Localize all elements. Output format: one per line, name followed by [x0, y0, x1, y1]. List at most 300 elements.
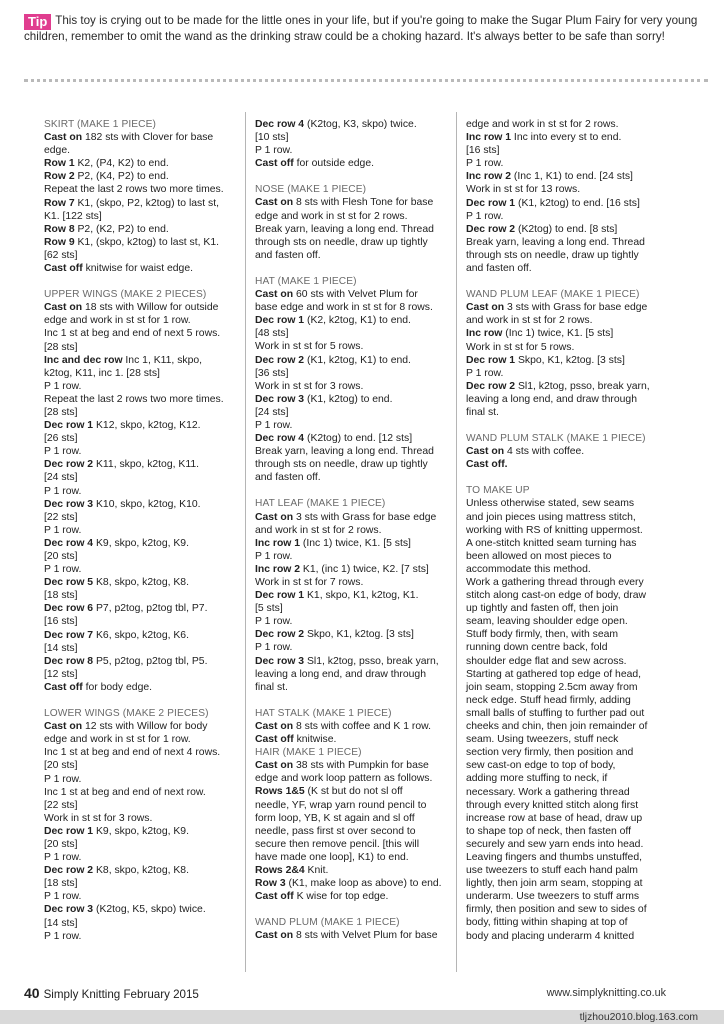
instruction-text: Knit.: [304, 864, 329, 876]
instruction-line: [466, 916, 666, 929]
instruction-text: (K2tog) to end. [8 sts]: [515, 223, 618, 235]
instruction-line: [466, 380, 666, 393]
instruction-text: Inc into every st to end.: [511, 132, 622, 144]
instruction-label: Cast on: [255, 720, 294, 732]
instruction-text: (K2tog) to end. [12 sts]: [304, 433, 413, 445]
pattern-section: [466, 432, 666, 471]
instruction-label: Inc row 2: [466, 171, 512, 183]
instruction-line: [255, 615, 455, 628]
instruction-label: Row 7: [44, 197, 75, 209]
instruction-label: Cast off: [44, 681, 83, 693]
instruction-label: Dec row 2: [255, 629, 305, 641]
instruction-label: Row 3: [255, 878, 286, 890]
pattern-section: [255, 746, 455, 903]
instruction-line: [466, 615, 666, 628]
instruction-text: (Inc 1) twice, K1. [5 sts]: [502, 328, 614, 340]
instruction-line: [44, 511, 244, 524]
instruction-text: working with RS of knitting uppermost.: [466, 524, 643, 536]
instruction-label: Dec row 2: [466, 223, 516, 235]
instruction-line: [44, 812, 244, 825]
instruction-text: P2, (K2, P2) to end.: [74, 223, 169, 235]
instruction-label: Dec row 3: [44, 498, 94, 510]
instruction-text: Stuff body firmly, then, with seam: [466, 629, 619, 641]
pattern-section: [255, 497, 455, 693]
instruction-text: adding more stuffing to neck, if: [466, 773, 608, 785]
instruction-line: [255, 655, 455, 668]
instruction-text: K1. [122 sts]: [44, 210, 102, 222]
instruction-line: [44, 197, 244, 210]
pattern-column-2: [255, 118, 455, 955]
column-divider: [245, 112, 246, 972]
instruction-line: [466, 694, 666, 707]
pattern-section: [255, 916, 455, 942]
instruction-line: [466, 563, 666, 576]
instruction-line: [44, 537, 244, 550]
instruction-line: [44, 563, 244, 576]
instruction-line: [255, 641, 455, 654]
instruction-label: Cast on: [466, 446, 505, 458]
instruction-line: [44, 262, 244, 275]
instruction-label: Cast on: [44, 302, 83, 314]
instruction-line: [255, 157, 455, 170]
instruction-text: 12 sts with Willow for body: [82, 721, 208, 733]
instruction-text: k2tog, K11, inc 1. [28 sts]: [44, 367, 160, 379]
instruction-label: Dec row 6: [44, 603, 94, 615]
instruction-line: [466, 223, 666, 236]
instruction-line: [44, 406, 244, 419]
section-heading: TO MAKE UP: [466, 485, 530, 497]
instruction-line: [255, 223, 455, 236]
instruction-text: 4 sts with coffee.: [504, 446, 585, 458]
instruction-text: [20 sts]: [44, 551, 78, 562]
instruction-line: [466, 720, 666, 733]
instruction-text: Repeat the last 2 rows two more times.: [44, 393, 224, 405]
section-heading: HAT STALK (MAKE 1 PIECE): [255, 707, 392, 719]
instruction-line: [44, 170, 244, 183]
instruction-line: [466, 144, 666, 157]
instruction-label: Cast off: [255, 891, 294, 903]
instruction-line: [466, 197, 666, 210]
pattern-column-3: [466, 118, 666, 956]
instruction-line: [466, 851, 666, 864]
instruction-line: [466, 576, 666, 589]
instruction-line: [255, 668, 455, 681]
instruction-text: P 1 row.: [466, 210, 504, 222]
instruction-line: [255, 563, 455, 576]
instruction-line: [466, 877, 666, 890]
instruction-text: [16 sts]: [466, 145, 500, 157]
instruction-line: [255, 877, 455, 890]
instruction-text: body, fitting within shaping at top of: [466, 917, 628, 929]
tip-badge: Tip: [24, 14, 51, 30]
instruction-text: P 1 row.: [44, 524, 82, 536]
pattern-section: [255, 275, 455, 485]
instruction-line: [44, 380, 244, 393]
pattern-section: [44, 707, 244, 943]
instruction-text: K wise for top edge.: [293, 891, 389, 903]
instruction-label: Dec row 4: [255, 433, 305, 445]
instruction-label: Inc row: [466, 328, 503, 340]
instruction-text: to shape top of neck, then fasten off: [466, 825, 632, 837]
instruction-label: Dec row 1: [44, 420, 94, 432]
instruction-text: K1, skpo, K1, k2tog, K1.: [304, 590, 419, 602]
instruction-line: [255, 367, 455, 380]
instruction-text: edge and work in st st for 2 rows.: [466, 119, 619, 130]
instruction-text: needle, pass first st over second to: [255, 825, 416, 837]
instruction-label: Dec row 3: [255, 393, 305, 405]
instruction-text: P 1 row.: [255, 145, 293, 157]
instruction-text: small balls of stuffing to further pad out: [466, 707, 645, 719]
column-divider: [456, 112, 457, 972]
instruction-line: [44, 183, 244, 196]
instruction-line: [44, 655, 244, 668]
instruction-text: K11, skpo, k2tog, K11.: [93, 459, 199, 471]
instruction-label: Row 8: [44, 223, 75, 235]
instruction-text: final st.: [255, 681, 288, 693]
instruction-line: [44, 602, 244, 615]
instruction-line: [255, 471, 455, 484]
instruction-line: [255, 327, 455, 340]
instruction-text: [14 sts]: [44, 917, 78, 929]
pattern-section: [44, 288, 244, 694]
instruction-line: [255, 445, 455, 458]
instruction-line: [466, 759, 666, 772]
instruction-line: [255, 524, 455, 537]
instruction-text: [18 sts]: [44, 878, 78, 890]
instruction-line: [466, 799, 666, 812]
instruction-line: [255, 864, 455, 877]
instruction-text: P2, (K4, P2) to end.: [74, 171, 169, 183]
instruction-line: [44, 249, 244, 262]
instruction-label: Cast on: [255, 289, 294, 301]
instruction-line: [255, 354, 455, 367]
instruction-text: 8 sts with coffee and K 1 row.: [293, 720, 431, 732]
instruction-line: [255, 196, 455, 209]
instruction-text: [24 sts]: [44, 472, 78, 484]
instruction-text: Skpo, K1, k2tog. [3 sts]: [304, 629, 414, 641]
instruction-line: [44, 576, 244, 589]
instruction-line: [44, 838, 244, 851]
instruction-line: [466, 458, 666, 471]
instruction-line: [44, 524, 244, 537]
instruction-text: through sts on needle, draw up tightly: [255, 236, 428, 248]
instruction-text: [62 sts]: [44, 249, 78, 261]
instruction-text: 182 sts with Clover for base: [82, 132, 214, 144]
instruction-line: [44, 550, 244, 563]
instruction-text: [48 sts]: [255, 328, 289, 340]
instruction-text: (K1, k2tog) to end.: [304, 393, 393, 405]
instruction-text: base edge and work in st st for 8 rows.: [255, 302, 433, 314]
instruction-line: [44, 773, 244, 786]
instruction-line: [466, 314, 666, 327]
instruction-line: [466, 786, 666, 799]
instruction-label: Inc row 1: [255, 537, 301, 549]
instruction-line: [466, 301, 666, 314]
instruction-label: Rows 1&5: [255, 786, 305, 798]
section-heading: SKIRT (MAKE 1 PIECE): [44, 119, 157, 130]
instruction-line: [466, 903, 666, 916]
instruction-line: [44, 746, 244, 759]
instruction-text: Sl1, k2tog, psso, break yarn,: [304, 655, 439, 667]
instruction-text: and join pieces using mattress stitch,: [466, 511, 636, 523]
instruction-text: [18 sts]: [44, 590, 78, 602]
instruction-label: Dec row 1: [255, 315, 305, 327]
instruction-line: [466, 118, 666, 131]
instruction-line: [44, 825, 244, 838]
instruction-text: 3 sts with Grass for base edge: [293, 511, 437, 523]
instruction-text: Skpo, K1, k2tog. [3 sts]: [515, 354, 625, 366]
instruction-text: edge and work loop pattern as follows.: [255, 773, 433, 785]
instruction-label: Dec row 3: [255, 655, 305, 667]
instruction-text: [26 sts]: [44, 433, 78, 445]
instruction-line: [466, 681, 666, 694]
instruction-text: [28 sts]: [44, 341, 78, 353]
instruction-line: [44, 498, 244, 511]
instruction-line: [44, 327, 244, 340]
instruction-text: P 1 row.: [44, 930, 82, 942]
instruction-line: [44, 917, 244, 930]
instruction-line: [466, 183, 666, 196]
instruction-line: [466, 497, 666, 510]
instruction-text: lightly, then join arm seam, stopping at: [466, 878, 643, 890]
instruction-text: knitwise.: [293, 734, 337, 746]
instruction-line: [466, 746, 666, 759]
instruction-text: (Inc 1) twice, K1. [5 sts]: [300, 537, 411, 549]
instruction-line: [44, 642, 244, 655]
section-heading: WAND PLUM STALK (MAKE 1 PIECE): [466, 433, 646, 445]
instruction-text: (K1, k2tog, K1) to end.: [304, 354, 411, 366]
website-url[interactable]: www.simplyknitting.co.uk: [546, 987, 666, 999]
instruction-line: [255, 772, 455, 785]
instruction-line: [466, 772, 666, 785]
instruction-text: [22 sts]: [44, 511, 78, 523]
instruction-text: securely and sew yarn ends into head.: [466, 838, 644, 850]
instruction-label: Dec row 1: [466, 354, 516, 366]
instruction-label: Cast on: [255, 511, 294, 523]
instruction-line: [466, 668, 666, 681]
instruction-text: up tightly and fasten off, then join: [466, 603, 619, 615]
instruction-line: [44, 589, 244, 602]
instruction-line: [466, 406, 666, 419]
pattern-section: [466, 118, 666, 275]
instruction-line: [466, 707, 666, 720]
dotted-divider: [24, 79, 708, 82]
instruction-line: [255, 681, 455, 694]
instruction-line: [255, 537, 455, 550]
instruction-text: firmly, then position and sew to sides of: [466, 904, 647, 916]
instruction-text: neck edge. Stuff head firmly, adding: [466, 694, 631, 706]
instruction-label: Inc row 1: [466, 132, 512, 144]
instruction-text: knitwise for waist edge.: [82, 263, 193, 275]
instruction-line: [44, 131, 244, 144]
section-heading: WAND PLUM LEAF (MAKE 1 PIECE): [466, 289, 640, 301]
instruction-line: [466, 445, 666, 458]
instruction-text: have made one loop], K1) to end.: [255, 851, 409, 863]
instruction-text: K9, skpo, k2tog, K9.: [93, 825, 189, 837]
instruction-text: K12, skpo, k2tog, K12.: [93, 420, 201, 432]
instruction-line: [44, 799, 244, 812]
instruction-text: through every knitted stitch along first: [466, 799, 639, 811]
instruction-line: [255, 812, 455, 825]
instruction-line: [44, 393, 244, 406]
instruction-line: [44, 681, 244, 694]
instruction-line: [255, 589, 455, 602]
instruction-text: Sl1, k2tog, psso, break yarn,: [515, 380, 650, 392]
instruction-label: Dec row 7: [44, 629, 94, 641]
instruction-text: 8 sts with Flesh Tone for base: [293, 197, 434, 209]
instruction-text: through sts on needle, draw up tightly: [466, 249, 639, 261]
section-heading: HAIR (MAKE 1 PIECE): [255, 747, 362, 759]
instruction-line: [44, 733, 244, 746]
instruction-text: Work in st st for 7 rows.: [255, 577, 364, 588]
instruction-text: (K1, make loop as above) to end.: [285, 878, 442, 890]
instruction-label: Row 2: [44, 171, 75, 183]
instruction-line: [44, 157, 244, 170]
instruction-line: [44, 615, 244, 628]
instruction-line: [466, 327, 666, 340]
instruction-text: and work in st st for 2 rows.: [466, 315, 593, 327]
instruction-line: [44, 314, 244, 327]
instruction-text: Work in st st for 13 rows.: [466, 184, 581, 196]
instruction-line: [466, 157, 666, 170]
instruction-line: [255, 236, 455, 249]
instruction-text: P 1 row.: [44, 380, 82, 392]
instruction-text: final st.: [466, 406, 499, 418]
section-heading: HAT LEAF (MAKE 1 PIECE): [255, 498, 386, 510]
instruction-label: Rows 2&4: [255, 864, 305, 876]
instruction-text: for body edge.: [82, 681, 153, 693]
instruction-line: [44, 210, 244, 223]
instruction-line: [466, 537, 666, 550]
instruction-label: Dec row 5: [44, 577, 94, 589]
instruction-text: and fasten off.: [255, 472, 321, 484]
instruction-line: [466, 236, 666, 249]
instruction-line: [44, 236, 244, 249]
instruction-line: [44, 458, 244, 471]
section-heading: WAND PLUM (MAKE 1 PIECE): [255, 917, 400, 929]
instruction-text: P 1 row.: [44, 773, 82, 785]
instruction-text: for outside edge.: [293, 158, 374, 170]
instruction-text: K6, skpo, k2tog, K6.: [93, 629, 189, 641]
instruction-line: [466, 641, 666, 654]
instruction-line: [466, 930, 666, 943]
instruction-label: Dec row 2: [44, 865, 94, 877]
instruction-label: Dec row 1: [466, 197, 516, 209]
instruction-text: necessary. Work a gathering thread: [466, 786, 630, 798]
instruction-line: [44, 851, 244, 864]
instruction-text: cheeks and chin, then join remainder of: [466, 721, 648, 733]
instruction-label: Inc and dec row: [44, 354, 123, 366]
instruction-line: [255, 301, 455, 314]
instruction-line: [255, 825, 455, 838]
instruction-label: Inc row 2: [255, 563, 301, 575]
instruction-text: Work in st st for 5 rows.: [255, 341, 364, 353]
instruction-text: 3 sts with Grass for base edge: [504, 302, 648, 314]
instruction-line: [466, 210, 666, 223]
instruction-line: [255, 288, 455, 301]
instruction-text: stitch along cast-on edge of body, draw: [466, 590, 647, 602]
instruction-line: [466, 825, 666, 838]
instruction-text: 38 sts with Pumpkin for base: [293, 760, 429, 772]
instruction-line: [44, 419, 244, 432]
instruction-text: shoulder edge flat and sew across.: [466, 655, 627, 667]
instruction-label: Cast off: [255, 734, 294, 746]
instruction-text: increase row at base of head, draw up: [466, 812, 643, 824]
instruction-text: (Inc 1, K1) to end. [24 sts]: [511, 171, 633, 183]
instruction-line: [44, 864, 244, 877]
pattern-section: [466, 288, 666, 419]
instruction-text: section very firmly, then position and: [466, 747, 634, 759]
instruction-line: [44, 629, 244, 642]
instruction-label: Dec row 1: [44, 825, 94, 837]
instruction-line: [44, 759, 244, 772]
instruction-text: edge and work in st st for 1 row.: [44, 315, 191, 327]
instruction-text: and fasten off.: [466, 263, 532, 275]
instruction-text: K2, (P4, K2) to end.: [74, 158, 169, 170]
instruction-text: form loop, YB, K st again and sl off: [255, 812, 415, 824]
page-footer-left: [24, 985, 199, 1001]
instruction-label: Cast off.: [466, 459, 508, 471]
instruction-line: [255, 759, 455, 772]
instruction-text: K8, skpo, k2tog, K8.: [93, 865, 189, 877]
instruction-line: [44, 877, 244, 890]
instruction-line: [466, 838, 666, 851]
instruction-text: needle, YF, wrap yarn round pencil to: [255, 799, 427, 811]
instruction-line: [255, 851, 455, 864]
instruction-text: P 1 row.: [44, 891, 82, 903]
instruction-text: seam. Using tweezers, stuff neck: [466, 734, 619, 746]
instruction-text: P 1 row.: [466, 367, 504, 379]
instruction-line: [466, 367, 666, 380]
instruction-text: accommodate this method.: [466, 563, 591, 575]
instruction-text: (K2tog, K3, skpo) twice.: [304, 119, 417, 130]
instruction-text: Inc 1 st at beg and end of next 5 rows.: [44, 328, 221, 340]
instruction-text: Break yarn, leaving a long end. Thread: [255, 446, 434, 458]
instruction-text: [28 sts]: [44, 406, 78, 418]
instruction-text: underarm. Use tweezers to stuff arms: [466, 891, 640, 903]
instruction-line: [466, 511, 666, 524]
instruction-text: edge and work in st st for 2 rows.: [255, 210, 408, 222]
instruction-label: Cast on: [255, 197, 294, 209]
instruction-text: (K2tog, K5, skpo) twice.: [93, 904, 206, 916]
instruction-text: sew cast-on edge to top of body,: [466, 760, 616, 772]
tip-text: This toy is crying out to be made for the little ones in your life, but if you're going to make the Sugar Plum Fairy for very young children, remember to omit the wand as the drinking straw could be a choking hazard. It's always better to be safe than sorry!: [24, 14, 698, 43]
instruction-line: [255, 890, 455, 903]
instruction-text: K10, skpo, k2tog, K10.: [93, 498, 201, 510]
instruction-text: running down centre back, fold: [466, 642, 608, 654]
instruction-line: [44, 144, 244, 157]
instruction-text: Work in st st for 5 rows.: [466, 341, 575, 353]
instruction-line: [255, 785, 455, 798]
instruction-text: and work in st st for 2 rows.: [255, 524, 382, 536]
instruction-line: [255, 602, 455, 615]
instruction-line: [255, 733, 455, 746]
instruction-text: leaving a long end, and draw through: [466, 393, 637, 405]
instruction-text: P 1 row.: [255, 419, 293, 431]
tip-box: [24, 14, 704, 44]
instruction-line: [44, 367, 244, 380]
instruction-text: K8, skpo, k2tog, K8.: [93, 577, 189, 589]
instruction-line: [44, 301, 244, 314]
instruction-line: [466, 341, 666, 354]
instruction-line: [255, 249, 455, 262]
instruction-label: Cast on: [255, 760, 294, 772]
instruction-text: [36 sts]: [255, 367, 289, 379]
instruction-text: [20 sts]: [44, 760, 78, 772]
instruction-line: [255, 511, 455, 524]
instruction-text: K9, skpo, k2tog, K9.: [93, 537, 189, 549]
instruction-text: Work a gathering thread through every: [466, 577, 644, 588]
